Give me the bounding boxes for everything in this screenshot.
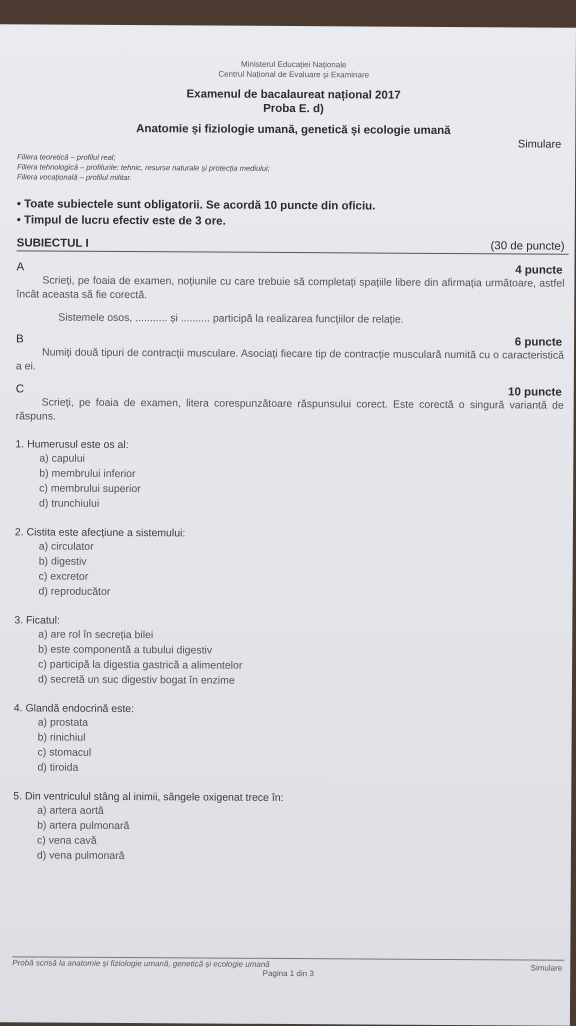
answer-option: b) rinichiul — [37, 731, 86, 744]
section-a-points: 4 puncte — [515, 264, 563, 277]
section-c-text: Scrieți, pe foaia de examen, litera corespunzătoare răspunsului corect. Este corectă o singură variantă de răspuns. — [15, 396, 564, 423]
answer-option: c) membrului superior — [39, 482, 141, 496]
answer-option: d) secretă un suc digestiv bogat în enzime — [37, 673, 235, 687]
section-a-text: Scrieți, pe foaia de examen, noțiunile cu care trebuie să completați spațiile libere din afirmația următoare, astfel încât aceasta să fie corectă. — [16, 274, 565, 302]
simulare-label: Simulare — [517, 138, 562, 151]
instruction-mandatory: • Toate subiectele sunt obligatorii. Se acordă 10 puncte din oficiu. — [17, 196, 569, 215]
exam-title: Examenul de bacalaureat național 2017 — [186, 88, 401, 102]
answer-option: b) este componentă a tubului digestiv — [38, 643, 213, 657]
answer-option: d) trunchiului — [39, 497, 100, 510]
question-text: 4. Glandă endocrină este: — [13, 702, 135, 716]
answer-option: b) artera pulmonară — [37, 819, 130, 833]
answer-option: d) reproducător — [38, 585, 111, 598]
answer-option: d) vena pulmonară — [36, 849, 125, 863]
answer-option: c) stomacul — [37, 746, 92, 759]
answer-option: d) tiroida — [37, 761, 79, 774]
filiere-list — [17, 152, 569, 185]
center-name: Centrul Național de Evaluare și Examinare — [218, 69, 370, 80]
question-item — [14, 525, 566, 602]
section-c-points: 10 puncte — [508, 386, 562, 399]
footer-simulare: Simulare — [530, 963, 563, 973]
section-a-letter: A — [16, 261, 25, 274]
proba-title: Proba E. d) — [263, 102, 324, 116]
question-text: 2. Cistita este afecțiune a sistemului: — [14, 526, 186, 540]
subiect-points: (30 de puncte) — [490, 240, 565, 253]
section-b-letter: B — [16, 333, 24, 346]
section-b-text: Numiți două tipuri de contracții musculare. Asociați fiecare tip de contracție musculară numită cu o caracteristică a ei. — [15, 346, 565, 373]
question-item — [15, 437, 567, 514]
footer-proba-text: Probă scrisă la anatomie și fiziologie umană, genetică și ecologie umană — [12, 958, 270, 969]
subiect-header — [17, 237, 569, 254]
answer-option: a) are rol în secreția bilei — [38, 628, 154, 642]
subject-title: Anatomie și fiziologie umană, genetică și ecologie umană — [136, 123, 451, 137]
answer-option: a) circulator — [38, 540, 94, 553]
answer-option: b) digestiv — [38, 555, 87, 568]
page-footer — [12, 956, 564, 979]
answer-option: a) artera aortă — [37, 804, 104, 817]
subject-row — [17, 120, 569, 153]
question-item — [13, 701, 565, 778]
question-item — [13, 789, 565, 866]
answer-option: c) participă la digestia gastrică a alimentelor — [38, 658, 243, 672]
exam-page — [0, 24, 576, 1025]
answer-option: a) prostata — [37, 716, 88, 729]
filiera-teoretica: Filiera teoretică – profilul real; — [17, 152, 116, 162]
answer-option: b) membrului inferior — [39, 467, 136, 481]
filiera-tehnologica: Filiera tehnologică – profilurile: tehnic, resurse naturale și protecția mediului; — [17, 162, 270, 173]
section-b-points: 6 puncte — [514, 336, 563, 349]
ministry-name: Ministerul Educației Naționale — [241, 59, 347, 70]
answer-option: c) vena cavă — [36, 834, 97, 847]
question-text: 5. Din ventriculul stâng al inimii, sângele oxigenat trece în: — [13, 790, 284, 804]
instruction-time: • Timpul de lucru efectiv este de 3 ore. — [17, 212, 569, 231]
question-text: 3. Ficatul: — [14, 614, 60, 627]
subiect-title: SUBIECTUL I — [16, 237, 89, 250]
filiera-vocationala: Filiera vocațională – profilul militar. — [17, 172, 132, 183]
answer-option: a) capului — [39, 452, 85, 465]
page-number: Pagina 1 din 3 — [262, 968, 314, 979]
section-a-fill-sentence: Sistemele osos, ........... și .......... participă la realizarea funcțiilor de relație. — [58, 311, 404, 326]
question-item — [14, 613, 566, 690]
instructions — [17, 196, 569, 231]
answer-option: c) excretor — [38, 570, 89, 583]
question-text: 1. Humerusul este os al: — [15, 438, 129, 452]
section-c-letter: C — [15, 383, 25, 396]
